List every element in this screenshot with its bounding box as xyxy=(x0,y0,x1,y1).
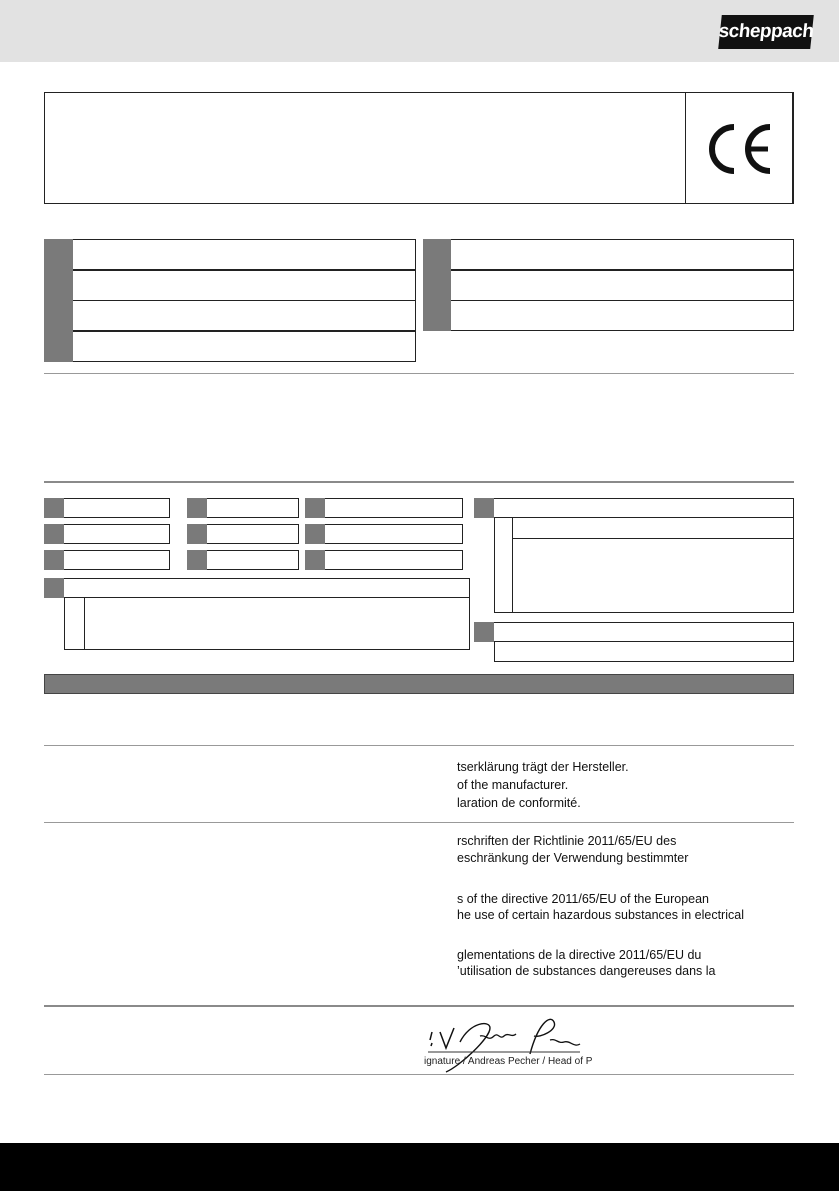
divider xyxy=(44,1074,794,1075)
directive-box xyxy=(325,524,463,544)
directive-box xyxy=(325,498,463,518)
responsibility-line-en: of the manufacturer. xyxy=(457,778,569,792)
directive-box xyxy=(494,498,794,518)
section-band xyxy=(44,674,794,694)
language-row xyxy=(451,300,794,331)
directive-detail-box xyxy=(494,642,794,662)
rohs-line-fr-2: ’utilisation de substances dangereuses dans la xyxy=(457,964,716,978)
ce-mark-icon xyxy=(704,123,774,175)
directive-marker xyxy=(44,550,64,570)
directive-detail-box xyxy=(494,518,794,613)
language-marker xyxy=(44,270,73,301)
directive-box xyxy=(207,550,299,570)
directive-box xyxy=(64,524,170,544)
language-marker xyxy=(44,300,73,331)
language-row xyxy=(451,270,794,301)
signature-caption: ignature / Andreas Pecher / Head of P xyxy=(424,1056,593,1067)
rohs-line-de-2: eschränkung der Verwendung bestimmter xyxy=(457,851,689,865)
directive-box xyxy=(494,622,794,642)
directive-box xyxy=(64,498,170,518)
footer-bar xyxy=(0,1143,839,1191)
directive-detail-indent xyxy=(494,518,513,613)
divider xyxy=(513,538,794,539)
brand-logo-text: scheppach xyxy=(717,21,815,42)
directive-marker xyxy=(44,524,64,544)
directive-marker xyxy=(305,550,325,570)
language-row xyxy=(451,239,794,270)
header-bar xyxy=(0,0,839,62)
directive-marker xyxy=(187,498,207,518)
directive-marker xyxy=(474,622,494,642)
directive-marker xyxy=(305,498,325,518)
language-row xyxy=(73,300,416,331)
divider xyxy=(44,1005,794,1007)
rohs-line-en-2: he use of certain hazardous substances in electrical xyxy=(457,908,744,922)
directive-detail-box xyxy=(64,598,470,650)
rohs-line-fr-1: glementations de la directive 2011/65/EU du xyxy=(457,948,702,962)
divider xyxy=(44,745,794,746)
directive-detail-indent xyxy=(64,598,85,650)
responsibility-line-de: tserklärung trägt der Hersteller. xyxy=(457,760,629,774)
language-marker xyxy=(44,331,73,362)
rohs-line-en-1: s of the directive 2011/65/EU of the European xyxy=(457,892,710,906)
directive-marker xyxy=(305,524,325,544)
divider xyxy=(44,373,794,374)
declaration-title-box xyxy=(44,92,686,204)
directive-box xyxy=(207,498,299,518)
language-marker xyxy=(423,239,451,270)
language-marker xyxy=(44,239,73,270)
rohs-line-de-1: rschriften der Richtlinie 2011/65/EU des xyxy=(457,834,677,848)
responsibility-line-fr: laration de conformité. xyxy=(457,796,581,810)
language-marker xyxy=(423,270,451,301)
directive-box xyxy=(64,578,470,598)
directive-marker xyxy=(474,498,494,518)
divider xyxy=(44,481,794,483)
ce-mark-box xyxy=(685,92,794,204)
language-marker xyxy=(423,300,451,331)
language-row xyxy=(73,270,416,301)
directive-marker xyxy=(187,550,207,570)
language-row xyxy=(73,331,416,362)
directive-marker xyxy=(44,498,64,518)
language-row xyxy=(73,239,416,270)
brand-logo xyxy=(718,15,814,49)
directive-box xyxy=(207,524,299,544)
directive-marker xyxy=(44,578,64,598)
divider xyxy=(44,822,794,823)
directive-box xyxy=(64,550,170,570)
directive-marker xyxy=(187,524,207,544)
directive-box xyxy=(325,550,463,570)
